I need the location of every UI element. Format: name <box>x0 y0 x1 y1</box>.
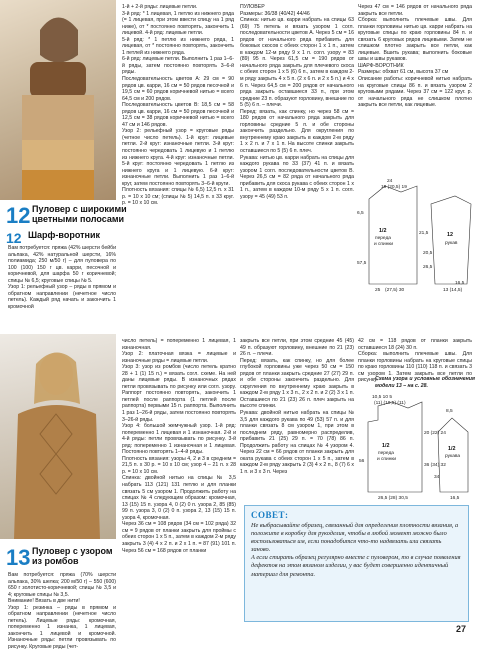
model-12-dim-2: 19 (20,5) 19 <box>381 185 407 190</box>
model-13-sdim-3: 34 <box>434 475 440 480</box>
model-12-body-pattern <box>369 186 417 284</box>
model-13-sleeve-label-2: рукава <box>445 454 461 459</box>
model-12-sdim-3: 13 (14,5) <box>443 288 463 293</box>
model-13-col1: Вам потребуется: пряжа (70% шерсти альпака, 30% шелка; 200 м/50 г) – 550 (600) 650 г золотисто-коричневой; спицы № 3,5 и 4; круговые спицы № 3,5. Внимание! Вязать в две нити! Узор 1: резинка – ряды в прямом и обратном направлении (нечетное число петель). Лицевые ряды: кромочная, попеременно 1 изнанка, 1 лицевая, закончить 1 лицевой и кромочной. Изнаночные ряды: петли провязывать по рисунку. Круговые ряды (чет- <box>8 572 116 651</box>
model-12-dim-7: (27,5) 30 <box>385 288 405 293</box>
model-13-schematic <box>358 392 474 502</box>
model-13-col3: закрыть все петли, при этом средние 45 (45) 49 п. образуют горловину, внешние по 21 (23) 26 п. – плечи. Перед: вязать, как спинку, но для более глубокой горловины уже через 50 см = 150 рядов от планки закрыть средние 27 (27) 29 п. и обе стороны закончить раздельно. Для скругления по внутреннему краю закрыть в каждом 2-м ряду 1 х 3 п., 2 х 2 п. и 2 (2) 3 х 1 п. Оставшиеся по 21 (23) 26 п. плеч закрыть на высоте спинки. Рукава: двойной нитью набрать на спицы № 3,5 для каждого рукава по 49 (53) 57 п. и для планки связать 8 см узором 1, при этом в последнем ряду, равномерно распределив, прибавить 21 (25) 29 п. = 70 (78) 86 п. Продолжить работу на спицах № 4 узором 4. Через 22 см = 66 рядов от планки закрыть для оката рукава с обеих сторон 1 х 5 п., затем в каждом 2-м ряду закрыть 2 (3) 4 х 2 п., 8 (7) 6 х 1 п. и 3 х 3 п. Через <box>240 338 354 475</box>
model-12-sleeve-pattern <box>431 196 471 284</box>
model-13-sdim-1: 8,5 <box>446 409 453 414</box>
model-12-sleeve-label-1: 12 <box>447 232 453 238</box>
model-13-number: 13 <box>6 545 31 570</box>
model-12-col2: 1-й + 2-й ряды: лицевые петли. 3-й ряд: * 1 лицевая, 1 петлю из нижнего ряда (= 1 лицевая, при этом ввести спицу на 1 ряд ниже), от * постоянно повторять, закончить 1 лицевой. 4-й ряд: лицевые петли. 5-й ряд: * 1 петлю из нижнего ряда, 1 лицевая, от * постоянно повторять, закончить 1 петлей из нижнего ряда. 6-й ряд: лицевые петли. Выполнить 1 раз 1–6-й ряды, затем постоянно повторять 3–6-й ряды. Последовательность цветов А: 29 см = 90 рядов цв. карри, 16 см = 50 рядов песочной и 19,5 см = 60 рядов коричневой нитью = всего 64,5 см и 200 рядов. Последовательность цветов В: 18,5 см = 58 рядов цв. карри, 16 см = 50 рядов песочной и 12,5 см = 38 рядов коричневой нитью = всего 47 см и 146 рядов. Узор 2: рельефный узор = круговые ряды (четное число петель). 1-й круг: лицевые петли. 2-й круг: изнаночные петли. 3-й круг: постоянно чередовать 1 лицевую и 1 петлю из нижнего круга. 4-й круг: изнаночные петли. 5-й круг: постоянно чередовать 1 петлю из нижнего круга и 1 лицевую. 6-й круг: изнаночные петли. Выполнить 1 раз 1–6-й круг, затем постоянно повторять 3–6-й круги. Плотность вязания: спицы № 6,5) 12,5 п. х 31 р. = 10 х 10 см; (спицы № 5) 14,5 п. х 33 круг. р. = 10 х 10 см. <box>122 4 234 207</box>
model-13-dim-4: 36 (34) 32 <box>424 463 446 468</box>
model-12-schematic <box>355 174 473 294</box>
model-12-title-line1: Пуловер с широкими <box>32 204 127 214</box>
model-13-body-pattern <box>368 402 422 492</box>
model-12-col4: Через 47 см = 146 рядов от начального ряда закрыть все петли. Сборка: выполнить плечевые швы. Для планки горловины нитью цв. карри набрать на круговые спицы по краю горловины 84 п. и связать 6 круговых рядов лицевыми. Затем не слишком плотно закрыть все петли, как лицевые. Вшить рукава; выполнить боковые швы и швы рукавов. ШАРФ-ВОРОТНИК Размеры: обхват 61 см, высота 37 см Описание работы: коричневой нитью набрать на круговые спицы 86 п. и вязать узором 2 круговыми рядами. Через 37 см = 122 круг. р. от начального ряда не слишком плотно закрыть все петли, как лицевые. <box>358 4 472 109</box>
model-13-col2: число петель) = попеременно 1 лицевая, 1 изнаночная. Узор 2: платочная вязка = лицевые и изнаночные ряды = лицевые петли. Узор 3: узор из ромбов (число петель кратно 28 + 1 (1) 15 п.) = вязать согл. схеме. На ней даны лицевые ряды. В изнаночных рядах петли провязывать по рисунку или согл. узору. Раппорт постоянно повторять, закончить 1 петлей после раппорта (1 петлей после раппорта) первыми 15 п. раппорта. Выполнить 1 раз 1–26-й ряды, затем постоянно повторять 3–26-й ряды. Узор 4: большой жемчужный узор. 1-й ряд: попеременно 1 лицевая и 1 изнаночная. 2-й и 4-й ряды: петли провязывать по рисунку. 3-й ряд: попеременно 1 изнаночная и 1 лицевая. Постоянно повторять 1–4-й ряды. Плотность вязания: узоры 4, 2 и 3 в среднем = 21,5 п. х 30 р. = 10 х 10 см; узор 4 – 21 п. х 28 р. = 10 х 10 см. Спинка: двойной нитью на спицы № 3,5 набрать 113 (121) 131 петлю и для планки связать 5 см узором 1. Продолжить работу на спицах № 4 следующим образом: кромочная, 13 (15) 15 п. узора 4, 0 (2) 0 п. узора 2, 85 (85) 99 п. узора 3, 0 (2) 0 п. узора 2, 13 (15) 15 п. узора 4, кромочная. Через 36 см = 108 рядов (34 см = 102 ряда) 32 см = 9 рядов от планки закрыть для проймы с обеих сторон 1 х 5 п., затем в каждом 2-м ряду закрыть 3 (4) 4 х 2 п. и 2 х 1 п. = 87 (91) 101 п. Через 56 см = 168 рядов от планки <box>122 338 236 554</box>
model-13-photo <box>0 334 116 539</box>
model-12-body-label-3: и спинки <box>374 242 394 247</box>
model-12-body-label-2: переда <box>375 236 391 241</box>
model-12-sdim-4: 16,5 <box>455 281 465 286</box>
model-12-number: 12 <box>6 203 31 228</box>
model-13-dim-5: 56 <box>359 459 365 464</box>
model-13-figure <box>0 334 116 539</box>
model-13-dim-6: 26,5 (28) 30,5 <box>378 496 408 501</box>
model-12-sdim-2: 26,5 <box>423 265 433 270</box>
model-12-dim-4: 21,5 <box>419 231 429 236</box>
page-number: 27 <box>456 624 467 634</box>
model-12-dim-3: 6,5 <box>357 211 364 216</box>
model-12-col1: Вам потребуется: пряжа (42% шерсти бейби альпака, 42% натуральной шерсти, 16% полиамида; 250 м/50 г) – для пуловера по 100 (100) 150 г цв. карри, песочной и коричневой, для шарфа 50 г коричневой; спицы № 6,5; круговые спицы № 5. Узор 1: рельефный узор – ряды в прямом и обратном направлении (нечетное число петель). Каждый ряд начать и закончить 1 кромочной <box>8 245 116 310</box>
model-13-sleeve-label-1: 1/2 <box>448 446 456 452</box>
model-13-body-label-2: переда <box>378 451 394 456</box>
model-12-photo <box>0 0 116 200</box>
model-12-dim-6: 25 <box>375 288 381 293</box>
model-12-title-line2: цветными полосами <box>32 214 125 224</box>
model-13-dim-2: (11) (10,5) (11) <box>374 401 406 406</box>
advice-body: Не выбрасывайте образец, связанный для определения плотности вязания, а положите в коробку для рукоделия, чтобы в любой момент можно было воспользоваться им, если понадобится что-то надвязать или связать заново. А если стирать образец регулярно вместе с пуловером, то в случае появления дефектов на этом вязаном изделии, у вас будет совершенно идентичный материал для ремонта. <box>251 522 461 578</box>
model-13-sdim-2: 16,5 <box>450 496 460 501</box>
model-13-dim-1: 10,5 10 5 <box>372 395 393 400</box>
model-12-subtitle: Шарф-воротник <box>28 230 100 240</box>
model-12-col3: ПУЛОВЕР Размеры: 36/38 (40/42) 44/46 Спинка: нитью цв. карри набрать на спицы 63 (69) 75 петель и вязать узором 1 согл. последовательности цветов А. Через 5 см = 16 рядов от начального ряда прибавить для боковых скосов с обеих сторон 1 х 1 п., затем в каждом 12-м ряду 9 х 1 п. согл. узору = 83 (89) 95 п. Через 61,5 см = 190 рядов от начального ряда закрыть для плечевого скоса с обеих сторон 1 х 5 (6) 6 п., затем в каждом 2-м ряду закрыть 4 х 5 п. (2 х 6 п. и 2 х 5 п.) и 4 х 6 п. Через 64,5 см = 200 рядов от начального ряда закрыть оставшиеся 33 п., при этом средние 23 п. образуют горловину, внешние по 5 (5) 6 п. – плечи. Перед: вязать, как спинку, но через 58 см = 180 рядов от начального ряда закрыть для горловины средние 5 п. и обе стороны закончить раздельно. Для округления по внутреннему краю закрыть в каждом 2-м ряду 1 х 2 п. и 7 х 1 п. На высоте спинки закрыть оставшиеся по 5 (5) 6 п. плеч. Рукава: нитью цв. карри набрать на спицы для каждого рукава по 33 (37) 41 п. и вязать узором 1 согл. последовательности цветов В. Через 26,5 см = 82 ряда от начального ряда прибавить для скоса рукава с обеих сторон 1 х 1 п., затем в каждом 10-м ряду 5 х 1 п. согл. узору = 45 (49) 53 п. <box>240 4 354 200</box>
model-12-body-label-1: 1/2 <box>379 228 387 234</box>
model-12-number-2: 12 <box>6 230 22 246</box>
model-13-col4: 42 см = 118 рядов от планки закрыть оставшиеся 18 (24) 30 п. Сборка: выполнить плечевые швы. Для планки горловины набрать на круговые спицы по краю горловины 110 (110) 118 п. и связать 3 см узором 1. Затем закрыть все петли по рисунку. <box>358 338 472 384</box>
advice-title: СОВЕТ: <box>251 510 289 520</box>
model-12-sdim-1: 20,5 <box>423 251 433 256</box>
model-12-figure <box>0 0 116 200</box>
model-13-title-line1: Пуловер с узором <box>32 546 113 556</box>
model-13-dim-3: 20 (22) 24 <box>424 431 446 436</box>
advice-box <box>244 505 469 622</box>
model-12-dim-1: 24 <box>387 179 393 184</box>
model-13-body-label-3: и спинки <box>377 457 397 462</box>
model-12-sleeve-label-2: рукав <box>445 241 458 246</box>
model-13-body-label-1: 1/2 <box>382 443 390 449</box>
model-13-title-line2: из ромбов <box>32 556 79 566</box>
model-13-diagram-caption: Схема узора и условные обозначения модели 13 – на с. 28. <box>375 376 477 389</box>
model-12-dim-5: 57,5 <box>357 261 367 266</box>
